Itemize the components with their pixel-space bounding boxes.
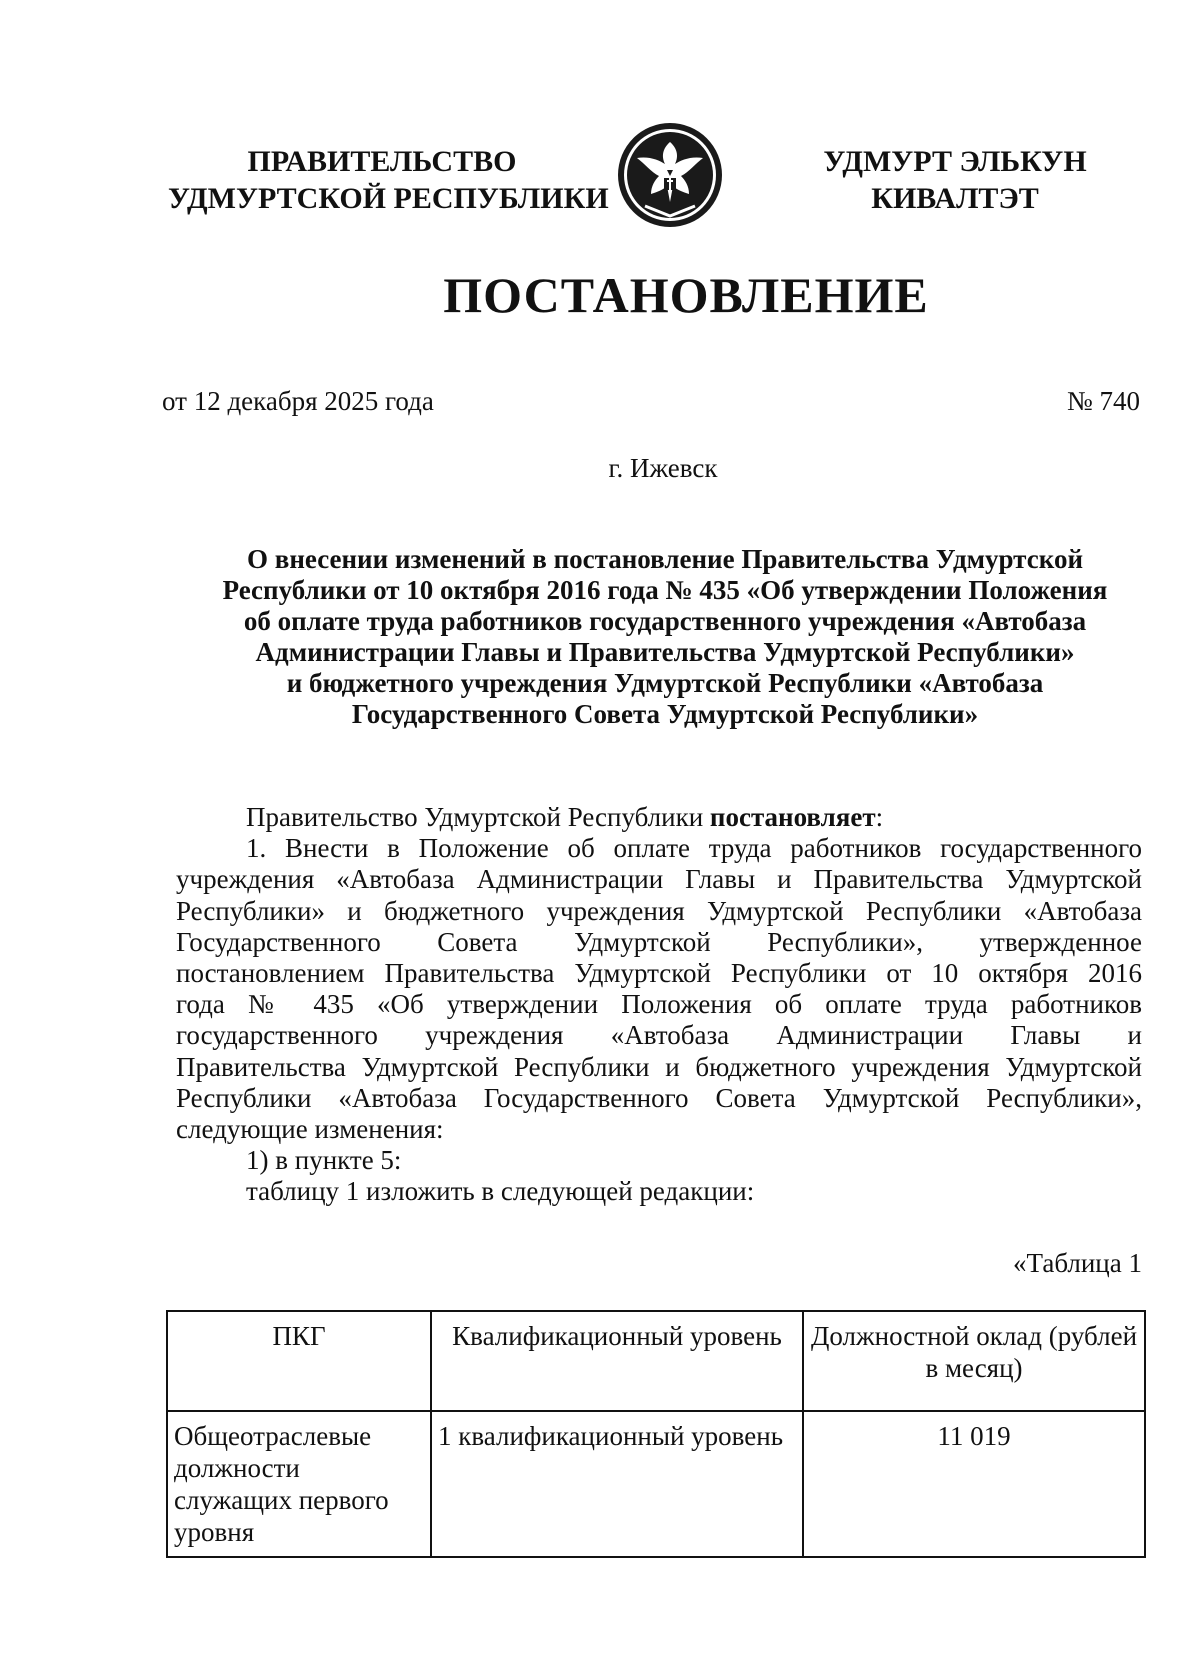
table-header-row (167, 1311, 1145, 1411)
title-line: об оплате труда работников государственного учреждения «Автобаза (243, 606, 1087, 636)
paragraph-line: Государственного Совета Удмуртской Республики», утвержденное (176, 926, 1142, 957)
title-line: и бюджетного учреждения Удмуртской Республики «Автобаза (286, 668, 1044, 698)
document-body (176, 802, 1142, 1208)
table-caption: «Таблица 1 (1013, 1248, 1142, 1278)
paragraph-line: 1. Внести в Положение об оплате труда работников государственного (246, 833, 1142, 864)
paragraph-line: постановлением Правительства Удмуртской Республики от 10 октября 2016 (176, 958, 1142, 989)
table-row (167, 1411, 1145, 1557)
issuer-name-russian (168, 143, 609, 217)
cell-salary: 11 019 (803, 1411, 1145, 1557)
document-number: № 740 (1066, 386, 1140, 416)
header-salary: Должностной оклад (рублей в месяц) (803, 1311, 1145, 1411)
document-type: ПОСТАНОВЛЕНИЕ (443, 267, 929, 323)
document-date: от 12 декабря 2025 года (162, 386, 434, 416)
paragraph-line: Правительства Удмуртской Республики и бюджетного учреждения Удмуртской (176, 1051, 1142, 1082)
issuer-name-udmurt (810, 143, 1100, 217)
issuer-line: КИВАЛТЭТ (871, 182, 1039, 215)
issuer-line: ПРАВИТЕЛЬСТВО (247, 145, 517, 178)
document-city: г. Ижевск (608, 453, 718, 483)
paragraph-line: следующие изменения: (176, 1114, 444, 1145)
paragraph-line: государственного учреждения «Автобаза Администрации Главы и (176, 1020, 1142, 1051)
table-intro: таблицу 1 изложить в следующей редакции: (246, 1176, 755, 1207)
udmurt-coat-of-arms-icon (615, 120, 725, 230)
cell-level: 1 квалификационный уровень (431, 1411, 803, 1557)
preamble-text: Правительство Удмуртской Республики (246, 802, 710, 832)
preamble (176, 802, 1142, 833)
paragraph-1 (176, 833, 1142, 1145)
title-line: Государственного Совета Удмуртской Республики» (351, 699, 979, 729)
salary-table (166, 1310, 1146, 1558)
paragraph-line: Республики» и бюджетного учреждения Удмуртской Республики «Автобаза (176, 895, 1142, 926)
header-pkg: ПКГ (167, 1311, 431, 1411)
cell-pkg: Общеотраслевые должности служащих первого уровня (167, 1411, 431, 1557)
preamble-tail: : (875, 802, 884, 832)
document-title (165, 544, 1165, 730)
issuer-line: УДМУРТСКОЙ РЕСПУБЛИКИ (168, 182, 609, 215)
title-line: Республики от 10 октября 2016 года № 435 «Об утверждении Положения (222, 575, 1108, 605)
preamble-verb: постановляет (709, 802, 876, 832)
title-line: О внесении изменений в постановление Правительства Удмуртской (247, 544, 1083, 574)
paragraph-line: учреждения «Автобаза Администрации Главы и Правительства Удмуртской (176, 864, 1142, 895)
issuer-line: УДМУРТ ЭЛЬКУН (823, 145, 1087, 178)
header-level: Квалификационный уровень (431, 1311, 803, 1411)
title-line: Администрации Главы и Правительства Удмуртской Республики» (255, 637, 1075, 667)
subitem-1: 1) в пункте 5: (246, 1145, 402, 1176)
paragraph-line: года № 435 «Об утверждении Положения об оплате труда работников (176, 989, 1142, 1020)
paragraph-line: Республики «Автобаза Государственного Совета Удмуртской Республики», (176, 1082, 1142, 1113)
